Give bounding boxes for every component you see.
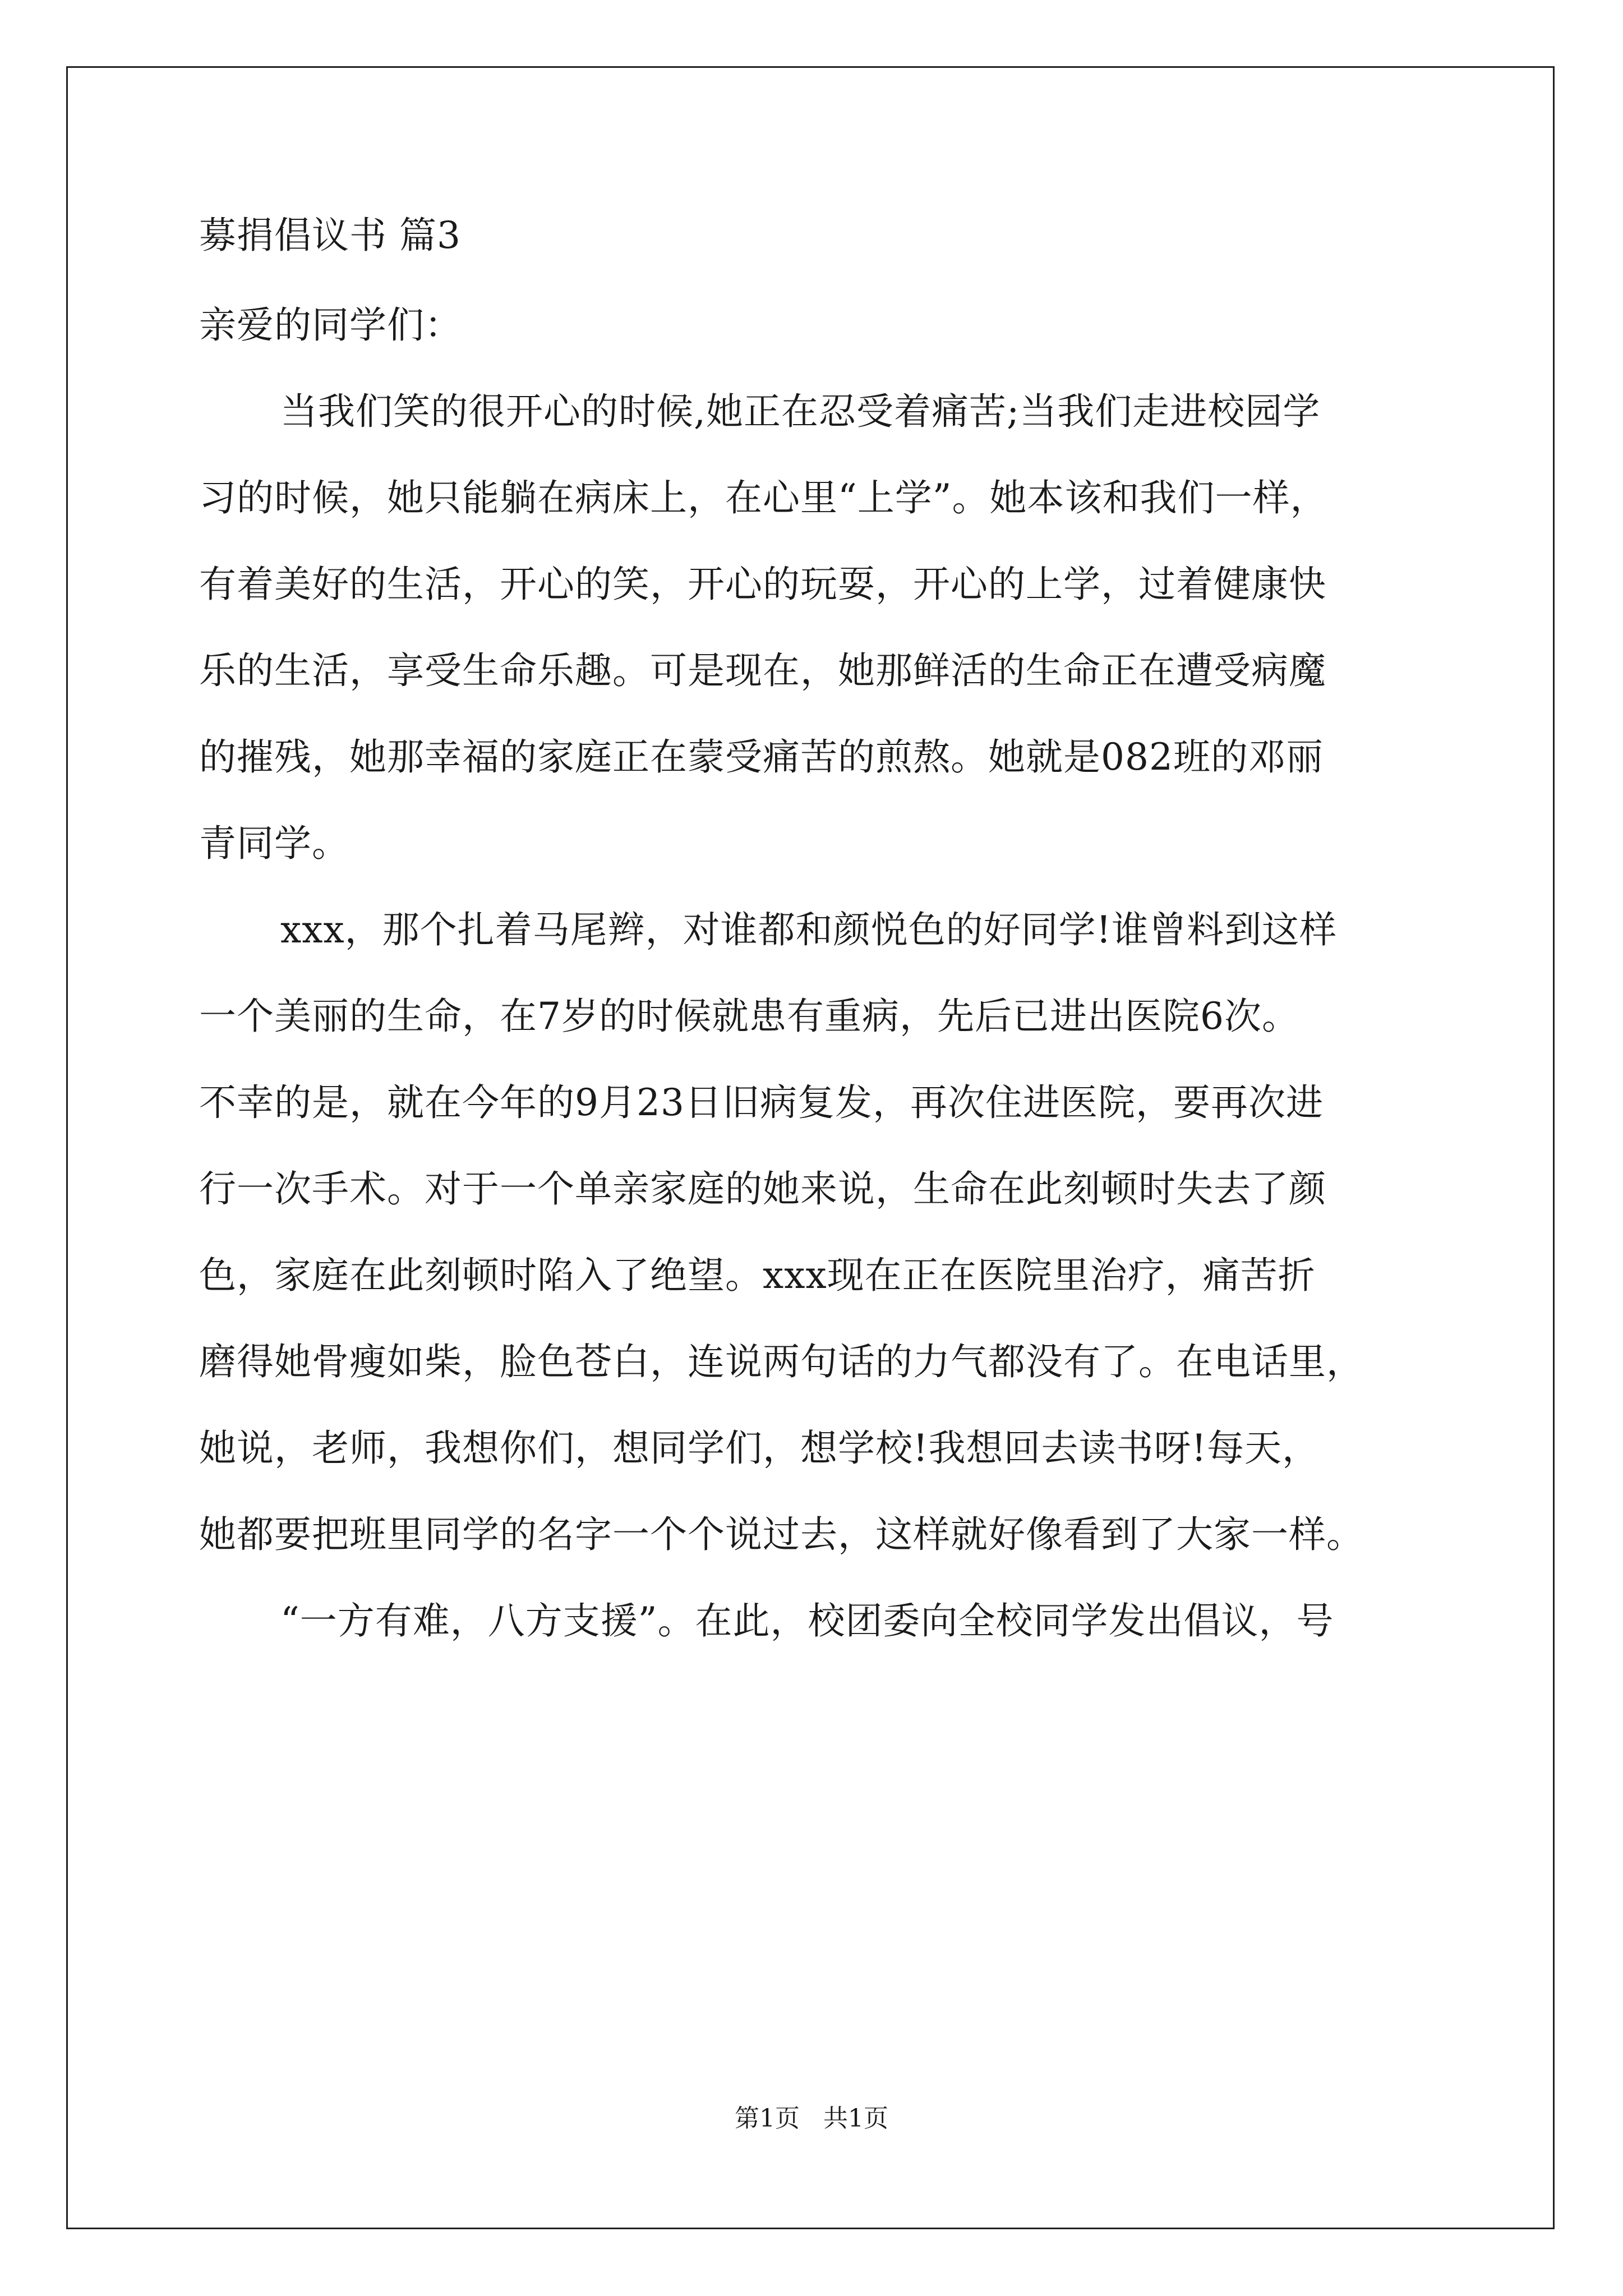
paragraph-line: 行一次手术。对于一个单亲家庭的她来说，生命在此刻顿时失去了颜 <box>199 1167 1326 1211</box>
paragraph-line: 色，家庭在此刻顿时陷入了绝望。xxx现在正在医院里治疗，痛苦折 <box>199 1254 1316 1297</box>
paragraph-line: 她都要把班里同学的名字一个个说过去，这样就好像看到了大家一样。 <box>199 1513 1364 1556</box>
paragraph-line: 一个美丽的生命，在7岁的时候就患有重病，先后已进出医院6次。 <box>199 995 1299 1038</box>
paragraph-line: 当我们笑的很开心的时候,她正在忍受着痛苦;当我们走进校园学 <box>280 390 1321 433</box>
paragraph-3 <box>199 1599 1455 1644</box>
paragraph-line: 磨得她骨瘦如柴，脸色苍白，连说两句话的力气都没有了。在电话里， <box>199 1340 1364 1383</box>
page-number-current: 第1页 <box>735 2104 800 2133</box>
page-footer <box>0 2098 1623 2134</box>
document-title: 募捐倡议书 篇3 <box>199 214 461 257</box>
paragraph-line: “一方有难，八方支援”。在此，校团委向全校同学发出倡议，号 <box>280 1599 1334 1642</box>
paragraph-line: 不幸的是，就在今年的9月23日旧病复发，再次住进医院，要再次进 <box>199 1081 1324 1124</box>
page-number-total: 共1页 <box>823 2104 888 2133</box>
document-body <box>199 213 1455 1685</box>
paragraph-line: 青同学。 <box>199 822 349 865</box>
paragraph-1 <box>199 389 1455 866</box>
paragraph-line: 她说，老师，我想你们，想同学们，想学校!我想回去读书呀!每天， <box>199 1427 1320 1470</box>
paragraph-2 <box>199 908 1455 1557</box>
paragraph-line: xxx，那个扎着马尾辫，对谁都和颜悦色的好同学!谁曾料到这样 <box>280 908 1338 951</box>
paragraph-line: 有着美好的生活，开心的笑，开心的玩耍，开心的上学，过着健康快 <box>199 563 1326 606</box>
paragraph-line: 乐的生活，享受生命乐趣。可是现在，她那鲜活的生命正在遭受病魔 <box>199 649 1326 692</box>
paragraph-line: 习的时候，她只能躺在病床上，在心里“上学”。她本该和我们一样， <box>199 476 1328 519</box>
paragraph-line: 的摧残，她那幸福的家庭正在蒙受痛苦的煎熬。她就是082班的邓丽 <box>199 735 1324 779</box>
greeting: 亲爱的同学们： <box>199 303 462 347</box>
